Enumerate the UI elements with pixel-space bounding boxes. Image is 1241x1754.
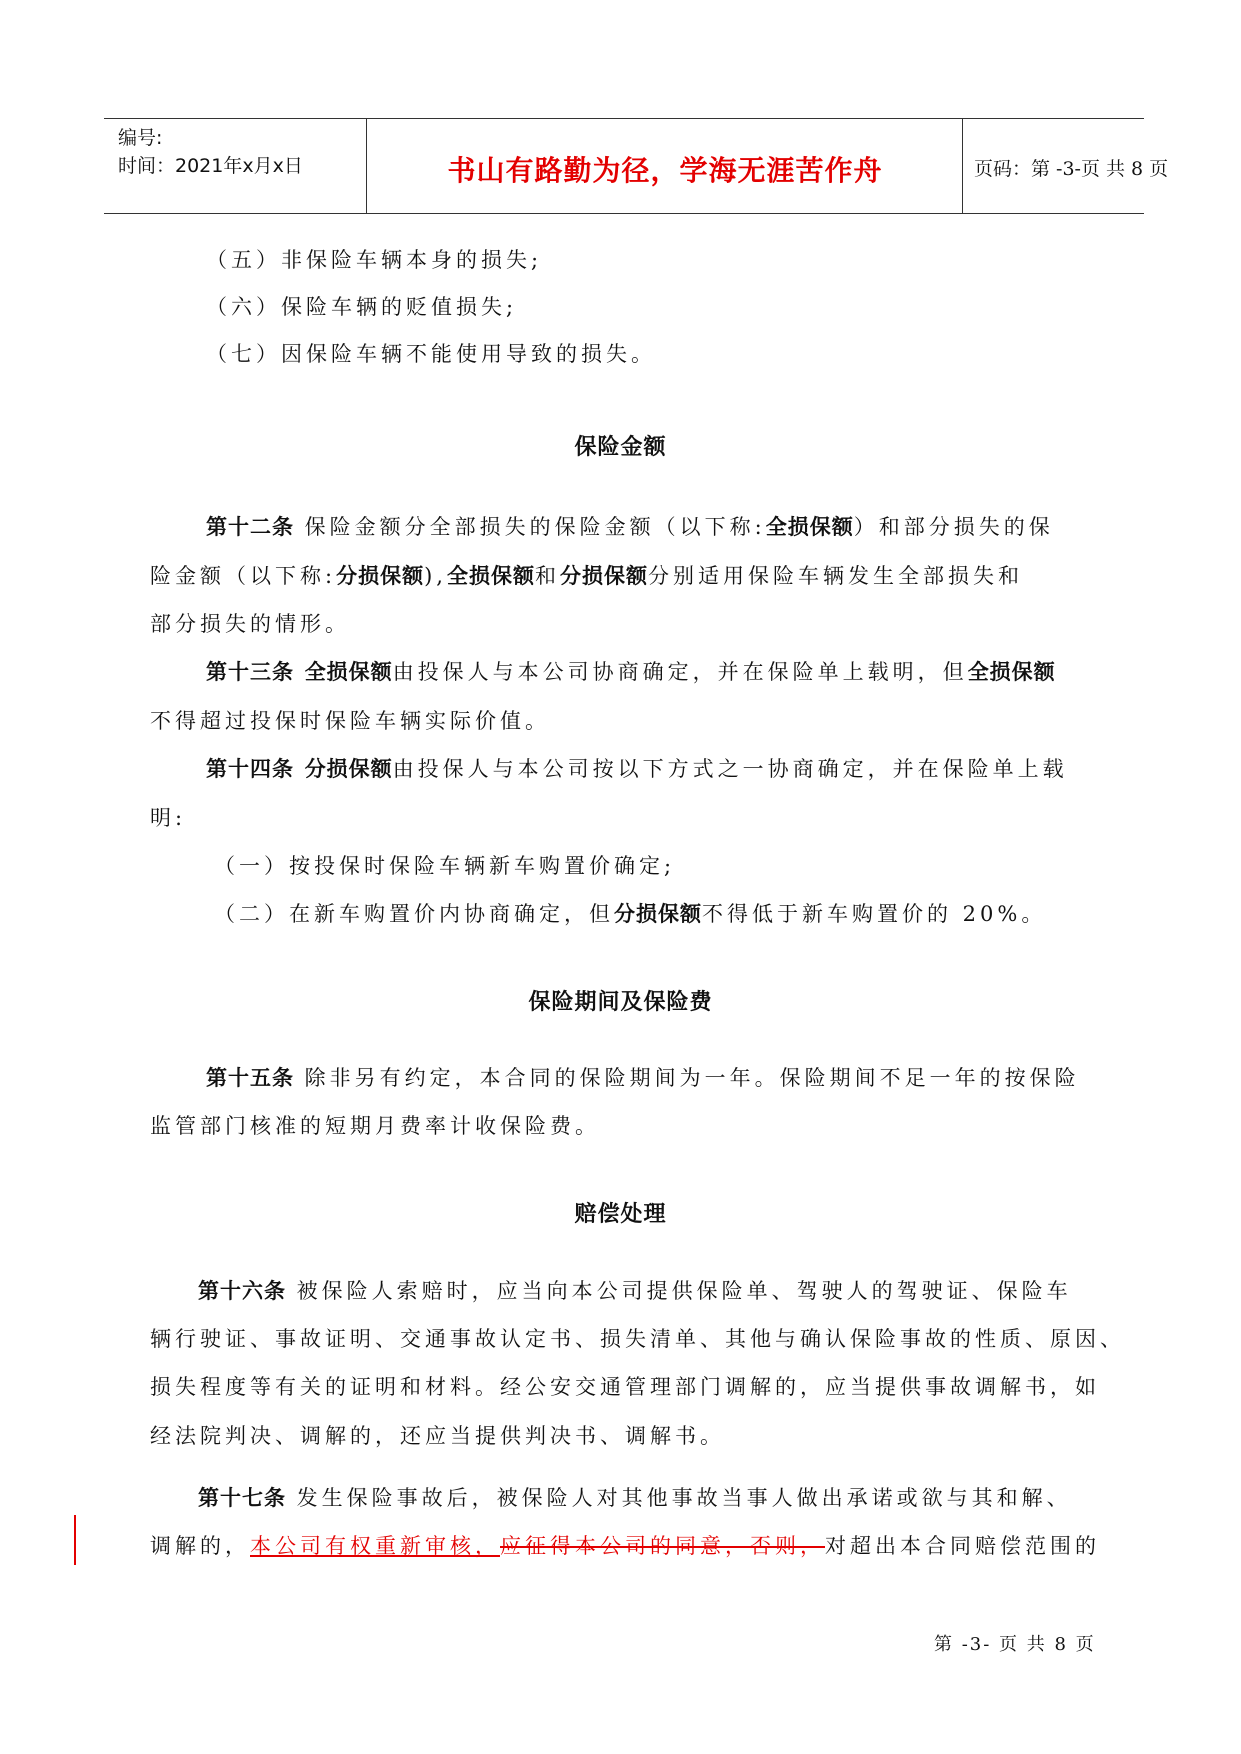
- article-12-line1: [206, 511, 1054, 541]
- header-page-cell: [964, 119, 1169, 213]
- article-16-line1: [198, 1275, 1072, 1305]
- article-number: 第十六条: [198, 1278, 286, 1303]
- text-run: 被保险人索赔时，应当向本公司提供保险单、驾驶人的驾驶证、保险车: [286, 1279, 1072, 1303]
- deleted-text: 应征得本公司的同意，否则，: [500, 1534, 825, 1558]
- number-label: 编号:: [118, 127, 163, 149]
- term: 全损保额: [304, 659, 393, 684]
- term: 全损保额: [967, 659, 1056, 684]
- text-run: 由投保人与本公司按以下方式之一协商确定，并在保险单上载: [392, 757, 1068, 781]
- motto: 书山有路勤为径，学海无涯苦作舟: [447, 154, 883, 187]
- article-15-line1: [206, 1062, 1080, 1092]
- item-5: （五）非保险车辆本身的损失;: [206, 248, 543, 272]
- text-run: ）和部分损失的保: [853, 515, 1054, 539]
- article-number: 第十五条: [206, 1065, 294, 1090]
- section-title: 赔偿处理: [574, 1201, 667, 1227]
- article-number: 第十四条: [206, 756, 294, 781]
- text-run: 对超出本合同赔偿范围的: [825, 1534, 1100, 1558]
- text-run: 发生保险事故后，被保险人对其他事故当事人做出承诺或欲与其和解、: [286, 1486, 1072, 1510]
- article-number: 第十七条: [198, 1485, 286, 1510]
- term: 全损保额: [765, 514, 854, 539]
- text-run: 保险金额分全部损失的保险金额（以下称:: [294, 515, 766, 539]
- text-run: 调解的，: [150, 1534, 250, 1558]
- section-title: 保险期间及保险费: [528, 989, 713, 1015]
- tracked-change: [250, 1534, 825, 1558]
- header-motto-cell: [368, 119, 963, 213]
- text-run: 除非另有约定，本合同的保险期间为一年。保险期间不足一年的按保险: [294, 1066, 1080, 1090]
- article-16-line2: 辆行驶证、事故证明、交通事故认定书、损失清单、其他与确认保险事故的性质、原因、: [150, 1327, 1125, 1351]
- time-label: 时间：2021年x月x日: [118, 155, 303, 177]
- document-header: [104, 118, 1169, 214]
- header-info-cell: [104, 119, 367, 213]
- page-footer: 第 -3- 页 共 8 页: [934, 1634, 1096, 1655]
- text-run: ),: [424, 564, 447, 588]
- text-run: （二）在新车购置价内协商确定，但: [214, 902, 614, 926]
- term: 分损保额: [559, 563, 648, 588]
- article-17-line1: [198, 1482, 1072, 1512]
- option-1: （一）按投保时保险车辆新车购置价确定;: [214, 854, 676, 878]
- article-number: 第十二条: [206, 514, 294, 539]
- text-run: 和: [534, 564, 560, 588]
- option-2: [214, 898, 1046, 928]
- article-12-line3: 部分损失的情形。: [150, 612, 350, 636]
- term: 分损保额: [336, 563, 425, 588]
- text-run: 分别适用保险车辆发生全部损失和: [647, 564, 1023, 588]
- article-number: 第十三条: [206, 659, 294, 684]
- inserted-text: 本公司有权重新审核，: [250, 1534, 500, 1558]
- section-title: 保险金额: [574, 434, 667, 460]
- article-14-line1: [206, 753, 1068, 783]
- article-17-line2: [150, 1530, 1100, 1560]
- article-13-line1: [206, 656, 1056, 686]
- revision-bar: [74, 1515, 76, 1565]
- text-run: 由投保人与本公司协商确定，并在保险单上载明，但: [392, 660, 968, 684]
- article-15-line2: 监管部门核准的短期月费率计收保险费。: [150, 1114, 600, 1138]
- article-16-line3: 损失程度等有关的证明和材料。经公安交通管理部门调解的，应当提供事故调解书，如: [150, 1375, 1100, 1399]
- text-run: 险金额（以下称:: [150, 564, 337, 588]
- item-7: （七）因保险车辆不能使用导致的损失。: [206, 342, 656, 366]
- article-16-line4: 经法院判决、调解的，还应当提供判决书、调解书。: [150, 1424, 725, 1448]
- term: 分损保额: [614, 901, 702, 926]
- text-run: 不得低于新车购置价的 20%。: [702, 902, 1047, 926]
- article-13-line2: 不得超过投保时保险车辆实际价值。: [150, 709, 550, 733]
- article-14-line2: 明:: [150, 806, 187, 830]
- term: 分损保额: [304, 756, 393, 781]
- page-label: 页码：第 -3-页 共 8 页: [974, 158, 1169, 180]
- article-12-line2: [150, 560, 1023, 590]
- term: 全损保额: [446, 563, 535, 588]
- item-6: （六）保险车辆的贬值损失;: [206, 295, 518, 319]
